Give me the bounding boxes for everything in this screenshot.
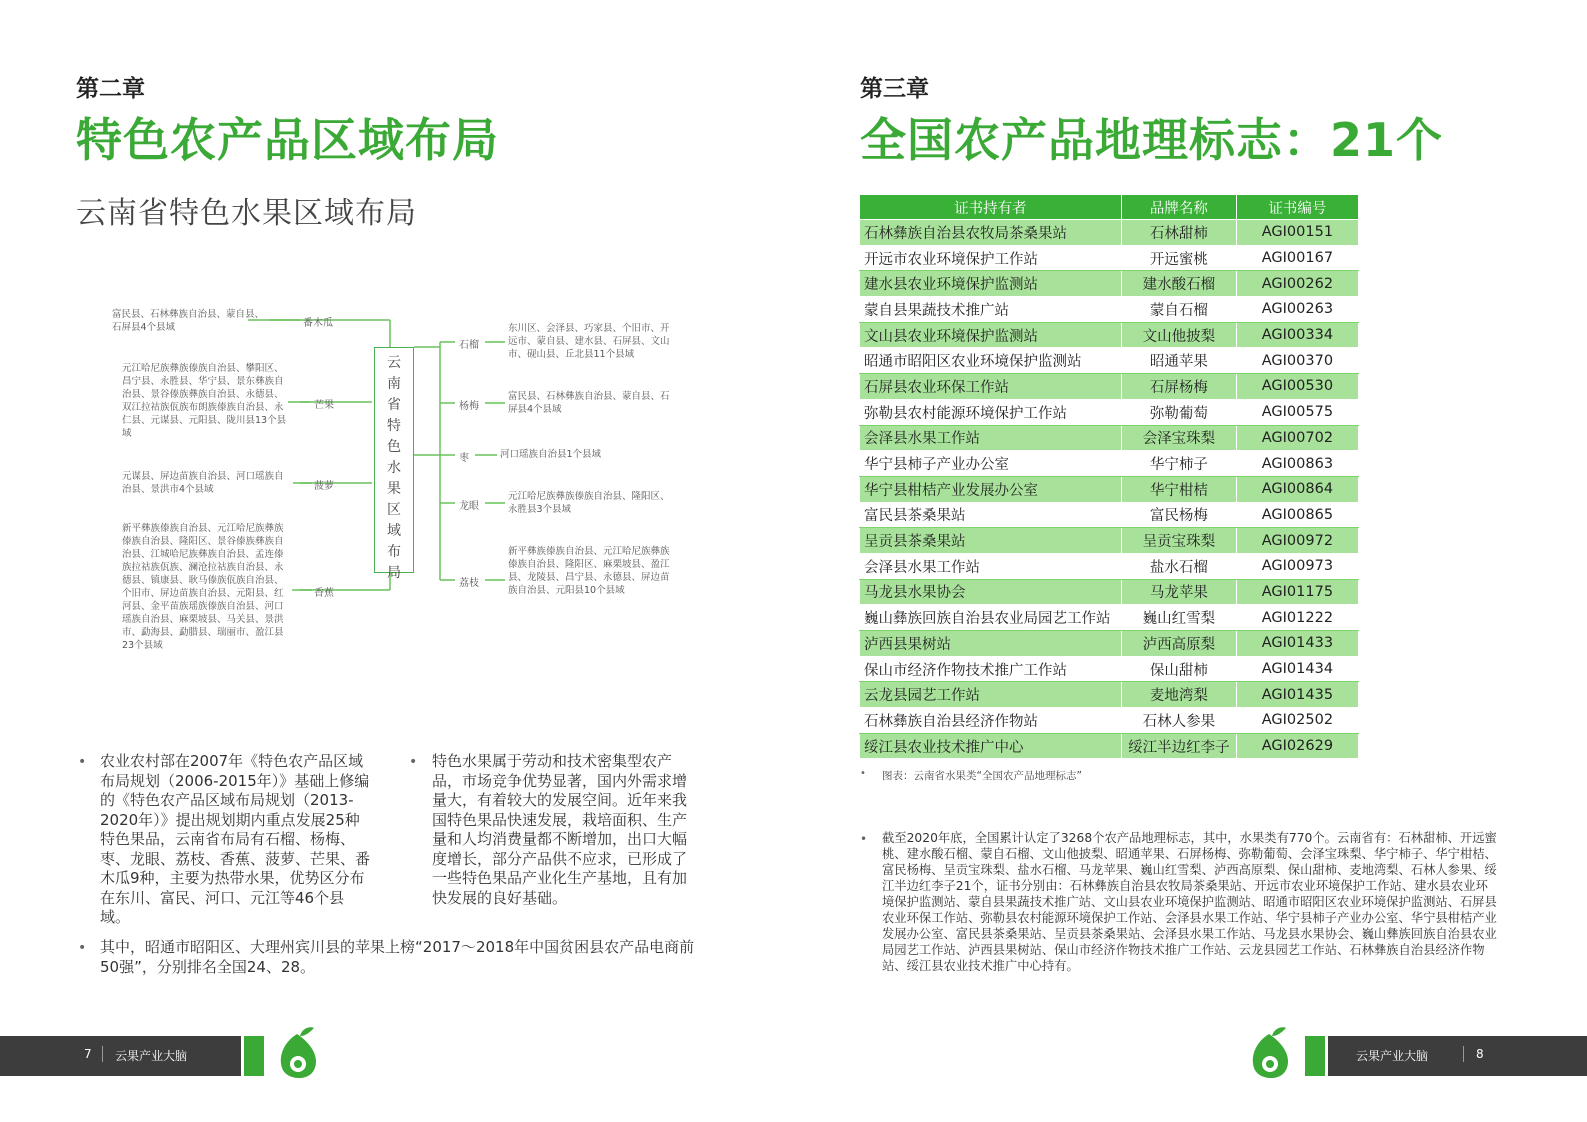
brand-name-cell: 富民杨梅 [1121,502,1236,528]
branch-pineapple-label: 菠萝 [314,481,334,492]
table-row [860,374,1359,400]
left-subtitle: 云南省特色水果区域布局 [76,196,417,231]
right-footer-accent [1305,1036,1325,1076]
brand-name-cell: 蒙自石榴 [1121,297,1236,323]
left-page-number: 7 [84,1047,92,1061]
header-holder: 证书持有者 [860,195,1122,220]
right-page-title: 全国农产品地理标志：21个 [860,113,1444,167]
cert-number-cell: AGI00863 [1236,451,1358,477]
brand-name-cell: 会泽宝珠梨 [1121,425,1236,451]
cert-number-cell: AGI00151 [1236,220,1358,246]
pear-logo-icon [274,1026,320,1084]
table-row [860,502,1359,528]
cert-holder-cell: 华宁县柿子产业办公室 [860,451,1122,477]
left-footer-accent [244,1036,264,1076]
cert-number-cell: AGI01175 [1236,579,1358,605]
cert-holder-cell: 富民县茶桑果站 [860,502,1122,528]
header-cert-no: 证书编号 [1236,195,1358,220]
cert-number-cell: AGI00167 [1236,245,1358,271]
brand-name-cell: 开远蜜桃 [1121,245,1236,271]
brand-name-cell: 石林甜柿 [1121,220,1236,246]
bullet-dot: • [78,940,87,956]
cert-number-cell: AGI00972 [1236,528,1358,554]
cert-holder-cell: 文山县农业环境保护监测站 [860,322,1122,348]
caption-dot: • [860,768,866,779]
center-char: 省 [387,397,401,413]
brand-name-cell: 弥勒葡萄 [1121,399,1236,425]
branch-banana-label: 香蕉 [314,588,334,599]
brand-name-cell: 巍山红雪梨 [1121,605,1236,631]
cert-number-cell: AGI00262 [1236,271,1358,297]
cert-holder-cell: 石林彝族自治县农牧局茶桑果站 [860,220,1122,246]
brand-name-cell: 麦地湾梨 [1121,682,1236,708]
branch-mango-label: 芒果 [314,400,334,411]
table-row [860,631,1359,657]
table-body [860,220,1359,759]
brand-name-cell: 马龙苹果 [1121,579,1236,605]
bullet-text-apple-ranking: 其中，昭通市昭阳区、大理州宾川县的苹果上榜“2017～2018年中国贫困县农产品电商前50强”，分别排名全国24、28。 [100,938,695,976]
cert-holder-cell: 巍山彝族回族自治县农业局园艺工作站 [860,605,1122,631]
table-row [860,322,1359,348]
brand-name-cell: 石林人参果 [1121,708,1236,734]
table-row [860,656,1359,682]
table-row [860,733,1359,759]
cert-holder-cell: 会泽县水果工作站 [860,553,1122,579]
branch-jujube-label: 枣 [459,453,469,464]
geo-indication-table [859,194,1359,759]
cert-number-cell: AGI00864 [1236,476,1358,502]
brand-name-cell: 保山甜柿 [1121,656,1236,682]
cert-number-cell: AGI01222 [1236,605,1358,631]
cert-number-cell: AGI00973 [1236,553,1358,579]
branch-pomegranate-label: 石榴 [459,340,479,351]
bullet-text-market: 特色水果属于劳动和技术密集型农产品，市场竞争优势显著，国内外需求增量大，有着较大的发展空间。近年来我国特色果品快速发展，栽培面积、生产量和人均消费量都不断增加，出口大幅度增长，部分产品供不应求，已形成了一些特色果品产业化生产基地，且有加快发展的良好基础。 [432,752,688,907]
footer-divider [102,1046,103,1062]
center-char: 色 [387,439,401,455]
fruit-region-mindmap [0,290,800,670]
table-row [860,399,1359,425]
cert-holder-cell: 开远市农业环境保护工作站 [860,245,1122,271]
table-row [860,297,1359,323]
pear-logo-icon [1246,1026,1292,1084]
cert-number-cell: AGI02629 [1236,733,1358,759]
right-footer-brand: 云果产业大脑 [1356,1049,1429,1063]
cert-number-cell: AGI00334 [1236,322,1358,348]
branch-longan-label: 龙眼 [459,501,479,512]
branch-bayberry-counties: 富民县、石林彝族自治县、蒙自县、石屏县4个县域 [508,391,670,415]
cert-number-cell: AGI01433 [1236,631,1358,657]
right-chapter-label: 第三章 [860,76,929,102]
branch-papaya-label: 番木瓜 [303,318,333,329]
table-caption: 图表：云南省水果类“全国农产品地理标志” [882,770,1082,782]
brand-name-cell: 石屏杨梅 [1121,374,1236,400]
cert-holder-cell: 会泽县水果工作站 [860,425,1122,451]
cert-number-cell: AGI00575 [1236,399,1358,425]
bullet-dot: • [409,754,418,770]
cert-holder-cell: 呈贡县茶桑果站 [860,528,1122,554]
cert-number-cell: AGI01435 [1236,682,1358,708]
center-char: 云 [387,355,401,371]
cert-holder-cell: 建水县农业环境保护监测站 [860,271,1122,297]
table-row [860,245,1359,271]
table-row [860,708,1359,734]
center-char: 区 [387,502,401,518]
left-page-title: 特色农产品区域布局 [76,113,499,167]
center-char: 域 [387,523,401,539]
left-chapter-label: 第二章 [76,76,145,102]
table-row [860,553,1359,579]
cert-holder-cell: 蒙自县果蔬技术推广站 [860,297,1122,323]
center-char: 布 [387,544,401,560]
branch-pomegranate-counties: 东川区、会泽县、巧家县、个旧市、开远市、蒙自县、建水县、石屏县、文山市、砚山县、丘北县11个县域 [508,323,670,360]
bullet-dot: • [78,754,87,770]
footer-divider [1463,1046,1464,1062]
brand-name-cell: 文山他披梨 [1121,322,1236,348]
cert-number-cell: AGI02502 [1236,708,1358,734]
cert-holder-cell: 保山市经济作物技术推广工作站 [860,656,1122,682]
branch-banana-counties: 新平彝族傣族自治县、元江哈尼族彝族傣族自治县、隆阳区、景谷傣族彝族自治县、江城哈尼族彝族自治县、孟连傣族拉祜族佤族、澜沧拉祜族自治县、永德县、镇康县、耿马傣族佤族自治县、个旧市、屏边苗族自治县、元阳县、红河县、金平苗族瑶族傣族自治县、河口瑶族自治县、麻栗坡县、马关县、景洪市、勐海县、勐腊县、瑞丽市、盈江县23个县域 [122,523,284,651]
summary-paragraph: 截至2020年底，全国累计认定了3268个农产品地理标志，其中，水果类有770个。云南省有：石林甜柿、开远蜜桃、建水酸石榴、蒙自石榴、文山他披梨、昭通苹果、石屏杨梅、弥勒葡萄、会泽宝珠梨、华宁柿子、华宁柑桔、富民杨梅、呈贡宝珠梨、盐水石榴、马龙苹果、巍山红雪梨、泸西高原梨、保山甜柿、麦地湾梨、石林人参果、绥江半边红李子21个，证书分别由：石林彝族自治县农牧局茶桑果站、开远市农业环境保护工作站、建水县农业环境保护监测站、蒙自县果蔬技术推广站、文山县农业环境保护监测站、昭通市昭阳区农业环境保护监测站、石屏县农业环保工作站、弥勒县农村能源环境保护工作站、会泽县水果工作站、华宁县柿子产业办公室、华宁县柑桔产业发展办公室、富民县茶桑果站、呈贡县茶桑果站、会泽县水果工作站、马龙县水果协会、巍山彝族回族自治县农业局园艺工作站、泸西县果树站、保山市经济作物技术推广工作站、云龙县园艺工作站、石林彝族自治县经济作物站、绥江县农业技术推广中心持有。 [882,831,1497,973]
left-footer-brand: 云果产业大脑 [115,1049,188,1063]
cert-holder-cell: 绥江县农业技术推广中心 [860,733,1122,759]
brand-name-cell: 昭通苹果 [1121,348,1236,374]
brand-name-cell: 建水酸石榴 [1121,271,1236,297]
table-row [860,579,1359,605]
table-row [860,605,1359,631]
brand-name-cell: 绥江半边红李子 [1121,733,1236,759]
cert-number-cell: AGI01434 [1236,656,1358,682]
branch-pineapple-counties: 元谋县、屏边苗族自治县、河口瑶族自治县、景洪市4个县域 [122,471,284,495]
table-row [860,476,1359,502]
table-header-row [860,195,1359,220]
center-char: 水 [387,460,401,476]
cert-number-cell: AGI00263 [1236,297,1358,323]
branch-mango-counties: 元江哈尼族彝族傣族自治县、攀阳区、昌宁县、永胜县、华宁县、景东彝族自治县、景谷傣族彝族自治县、永德县、双江拉祜族佤族布朗族傣族自治县、永仁县、元谋县、元阳县、陇川县13个县域 [122,363,287,439]
branch-jujube-counties: 河口瑶族自治县1个县域 [500,449,602,460]
cert-holder-cell: 马龙县水果协会 [860,579,1122,605]
branch-longan-counties: 元江哈尼族彝族傣族自治县、隆阳区、永胜县3个县域 [508,491,670,515]
mindmap-center-node [374,347,414,581]
table-row [860,348,1359,374]
right-page-number: 8 [1476,1047,1484,1061]
table-row [860,528,1359,554]
cert-holder-cell: 弥勒县农村能源环境保护工作站 [860,399,1122,425]
cert-number-cell: AGI00530 [1236,374,1358,400]
branch-bayberry-label: 杨梅 [459,401,479,412]
brand-name-cell: 盐水石榴 [1121,553,1236,579]
brand-name-cell: 华宁柑桔 [1121,476,1236,502]
branch-lychee-label: 荔枝 [459,578,479,589]
cert-number-cell: AGI00865 [1236,502,1358,528]
cert-holder-cell: 华宁县柑桔产业发展办公室 [860,476,1122,502]
branch-papaya-counties: 富民县、石林彝族自治县、蒙自县、石屏县4个县域 [112,309,265,333]
center-char: 特 [387,418,401,434]
branch-lychee-counties: 新平彝族傣族自治县、元江哈尼族彝族傣族自治县、隆阳区、麻栗坡县、盈江县、龙陵县、昌宁县、永德县、屏边苗族自治县、元阳县10个县域 [508,546,670,596]
center-char: 局 [387,565,401,581]
table-row [860,271,1359,297]
cert-holder-cell: 云龙县园艺工作站 [860,682,1122,708]
table-row [860,220,1359,246]
brand-name-cell: 泸西高原梨 [1121,631,1236,657]
cert-holder-cell: 泸西县果树站 [860,631,1122,657]
cert-holder-cell: 昭通市昭阳区农业环境保护监测站 [860,348,1122,374]
center-char: 南 [387,376,401,392]
brand-name-cell: 呈贡宝珠梨 [1121,528,1236,554]
cert-number-cell: AGI00702 [1236,425,1358,451]
paragraph-dot: • [860,832,868,846]
cert-holder-cell: 石屏县农业环保工作站 [860,374,1122,400]
header-brand: 品牌名称 [1121,195,1236,220]
center-char: 果 [387,481,401,497]
brand-name-cell: 华宁柿子 [1121,451,1236,477]
bullet-text-planning: 农业农村部在2007年《特色农产品区域布局规划（2006-2015年）》基础上修编的《特色农产品区域布局规划（2013-2020年）》提出规划期内重点发展25种特色果品，云南省布局有石榴、杨梅、枣、龙眼、荔枝、香蕉、菠萝、芒果、番木瓜9种，主要为热带水果，优势区分布在东川、富民、河口、元江等46个县域。 [100,752,371,926]
table-row [860,425,1359,451]
table-row [860,682,1359,708]
cert-holder-cell: 石林彝族自治县经济作物站 [860,708,1122,734]
table-row [860,451,1359,477]
cert-number-cell: AGI00370 [1236,348,1358,374]
